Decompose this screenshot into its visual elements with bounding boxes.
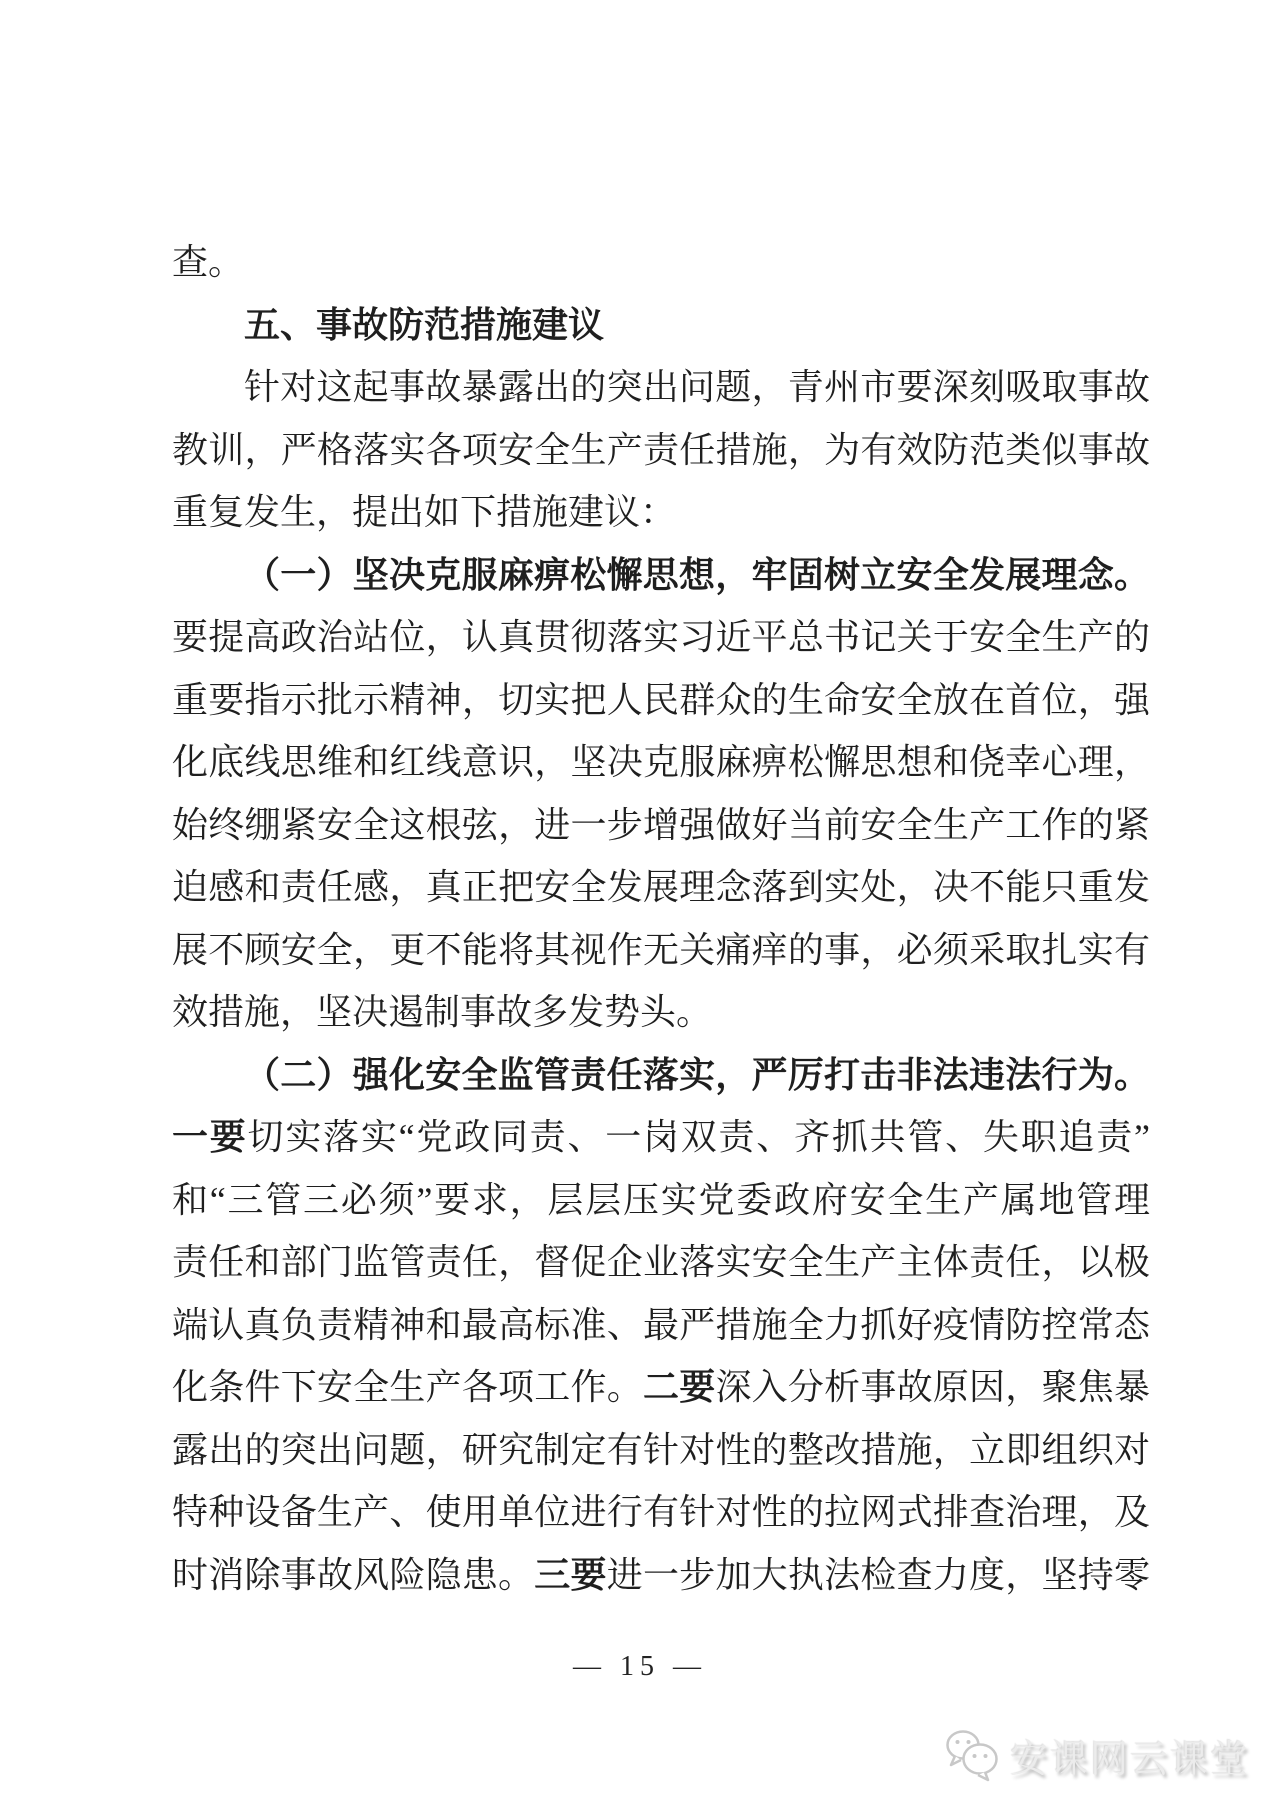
body-text: 要提高政治站位，认真贯彻落实习近平总书记关于安全生产的: [172, 617, 1150, 657]
watermark-text: 安课网云课堂: [1009, 1738, 1250, 1781]
text-line: [172, 856, 1150, 919]
watermark: [942, 1726, 1250, 1784]
text-line: [172, 919, 1150, 982]
text-line: [172, 1231, 1150, 1294]
text-line: [172, 1106, 1150, 1169]
body-text: 重复发生，提出如下措施建议：: [172, 492, 677, 532]
text-line: [172, 1419, 1150, 1482]
text-line: [172, 481, 1150, 544]
text-line: [172, 544, 1150, 607]
emphasis-text: 五、事故防范措施建议: [244, 304, 605, 345]
text-line: [172, 669, 1150, 732]
body-text: 时消除事故风险隐患。: [172, 1554, 535, 1595]
text-line: [172, 356, 1150, 419]
body-text: 特种设备生产、使用单位进行有针对性的拉网式排查治理，及: [172, 1492, 1150, 1532]
body-text: 效措施，坚决遏制事故多发势头。: [172, 992, 713, 1032]
body-text: 端认真负责精神和最高标准、最严措施全力抓好疫情防控常态: [172, 1304, 1150, 1345]
text-line: [172, 794, 1150, 857]
body-text: 责任和部门监管责任，督促企业落实安全生产主体责任，以极: [172, 1242, 1150, 1282]
body-text: 始终绷紧安全这根弦，进一步增强做好当前安全生产工作的紧: [172, 804, 1150, 845]
document-body: [172, 231, 1150, 1606]
emphasis-text: 二要: [642, 1367, 716, 1407]
text-line: [172, 1544, 1150, 1607]
emphasis-text: 三要: [534, 1554, 607, 1595]
chat-bubbles-icon: [942, 1726, 1002, 1784]
text-line: [172, 1481, 1150, 1544]
text-line: [172, 606, 1150, 669]
text-line: [172, 419, 1150, 482]
text-line: [172, 1044, 1150, 1107]
text-line: [172, 231, 1150, 294]
body-text: 化条件下安全生产各项工作。: [172, 1367, 643, 1407]
emphasis-text: （一）坚决克服麻痹松懈思想，牢固树立安全发展理念。: [244, 554, 1150, 595]
emphasis-text: （二）强化安全监管责任落实，严厉打击非法违法行为。: [244, 1054, 1150, 1095]
body-text: 针对这起事故暴露出的突出问题，青州市要深刻吸取事故: [244, 367, 1150, 407]
body-text: 重要指示批示精神，切实把人民群众的生命安全放在首位，强: [172, 679, 1150, 720]
text-line: [172, 1356, 1150, 1419]
body-text: 教训，严格落实各项安全生产责任措施，为有效防范类似事故: [172, 429, 1150, 470]
text-line: [172, 1294, 1150, 1357]
body-text: 进一步加大执法检查力度，坚持零: [606, 1554, 1150, 1595]
text-line: [172, 1169, 1150, 1232]
body-text: 迫感和责任感，真正把安全发展理念落到实处，决不能只重发: [172, 867, 1150, 907]
body-text: 查。: [172, 242, 245, 282]
text-line: [172, 981, 1150, 1044]
emphasis-text: 一要: [172, 1117, 248, 1157]
body-text: 化底线思维和红线意识，坚决克服麻痹松懈思想和侥幸心理，: [172, 742, 1150, 782]
body-text: 深入分析事故原因，聚焦暴: [715, 1367, 1150, 1407]
body-text: 露出的突出问题，研究制定有针对性的整改措施，立即组织对: [172, 1429, 1150, 1470]
body-text: 展不顾安全，更不能将其视作无关痛痒的事，必须采取扎实有: [172, 929, 1150, 970]
body-text: 切实落实“党政同责、一岗双责、齐抓共管、失职追责”: [247, 1117, 1150, 1157]
text-line: [172, 731, 1150, 794]
text-line: [172, 294, 1150, 357]
page-number: — 15 —: [573, 1651, 707, 1682]
body-text: 和“三管三必须”要求，层层压实党委政府安全生产属地管理: [172, 1179, 1150, 1220]
